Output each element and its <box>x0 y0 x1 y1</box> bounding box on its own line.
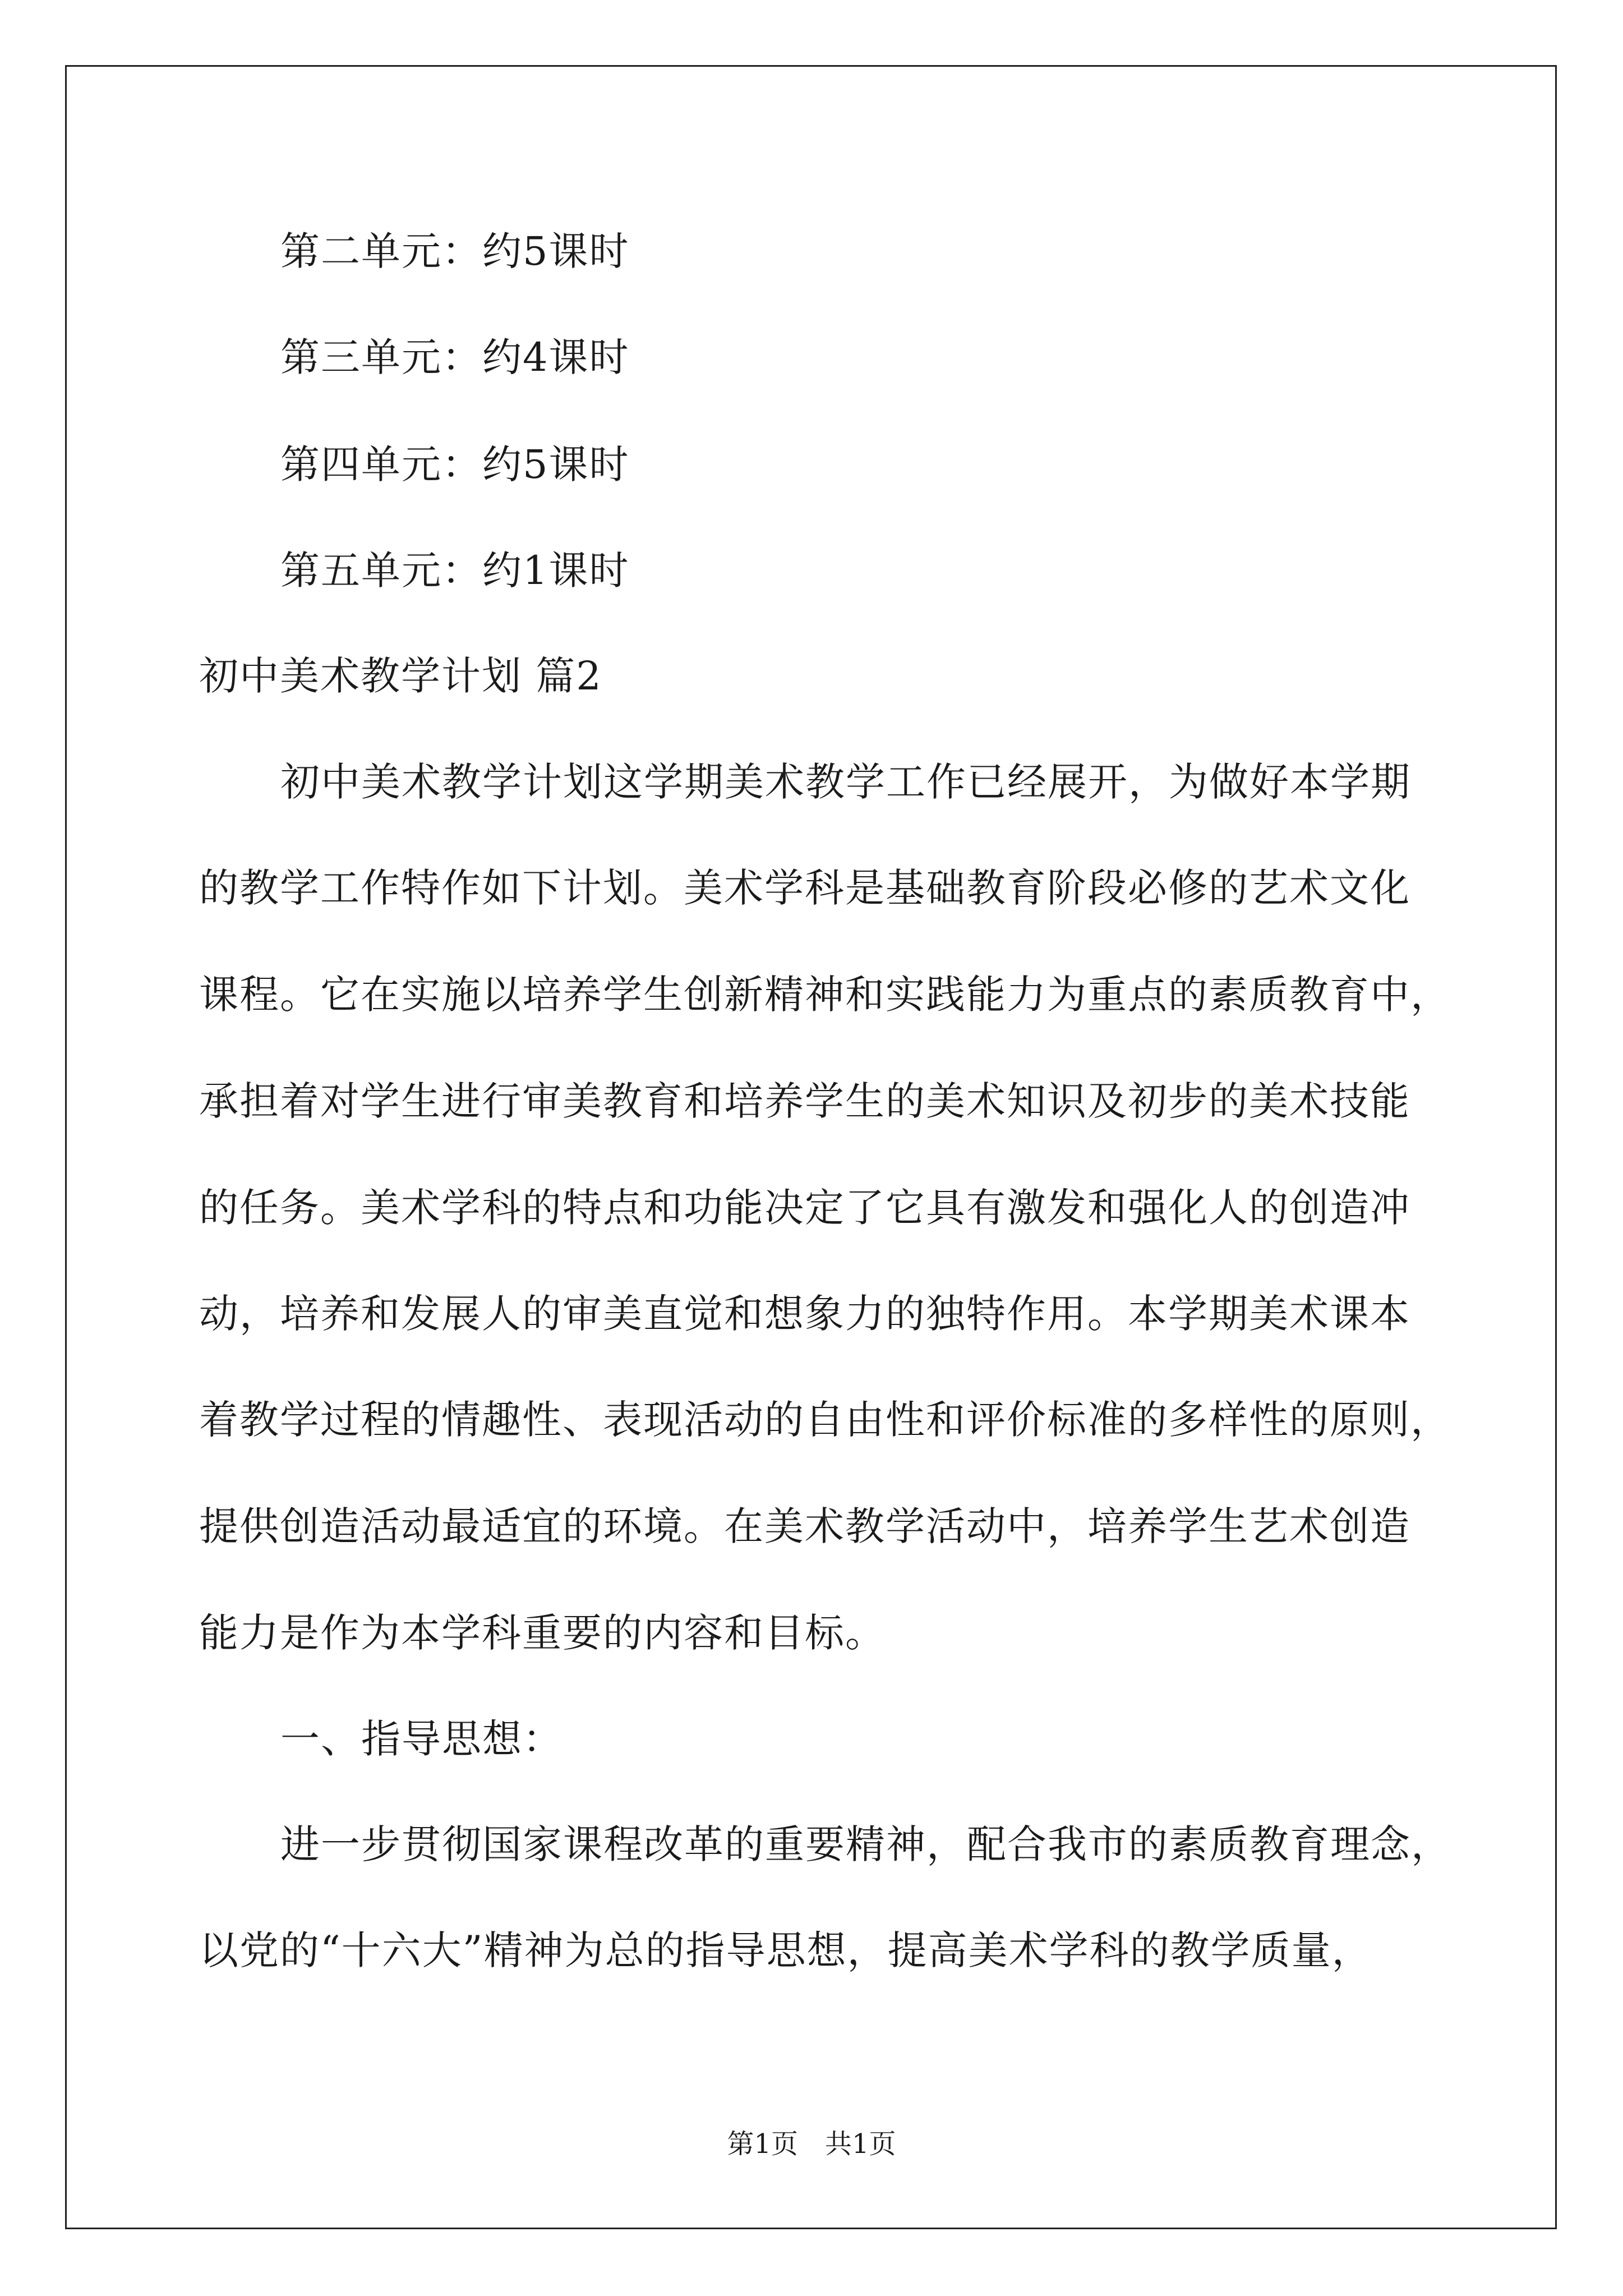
unit-line: 第四单元：约5课时 <box>280 441 630 487</box>
paragraph-line: 承担着对学生进行审美教育和培养学生的美术知识及初步的美术技能 <box>199 1078 1410 1124</box>
paragraph-line: 初中美术教学计划这学期美术教学工作已经展开，为做好本学期 <box>280 759 1411 805</box>
section-heading: 初中美术教学计划 篇2 <box>199 653 602 699</box>
paragraph-line: 着教学过程的情趣性、表现活动的自由性和评价标准的多样性的原则， <box>199 1397 1451 1443</box>
paragraph-line: 以党的“十六大”精神为总的指导思想，提高美术学科的教学质量， <box>199 1927 1372 1973</box>
paragraph-line: 的教学工作特作如下计划。美术学科是基础教育阶段必修的艺术文化 <box>199 865 1410 911</box>
paragraph-line: 能力是作为本学科重要的内容和目标。 <box>199 1610 886 1656</box>
paragraph-line: 的任务。美术学科的特点和功能决定了它具有激发和强化人的创造冲 <box>199 1185 1410 1231</box>
paragraph-line: 提供创造活动最适宜的环境。在美术教学活动中，培养学生艺术创造 <box>199 1503 1410 1549</box>
unit-line: 第五单元：约1课时 <box>280 547 630 593</box>
unit-line: 第三单元：约4课时 <box>280 334 630 380</box>
unit-line: 第二单元：约5课时 <box>280 228 630 274</box>
paragraph-line: 进一步贯彻国家课程改革的重要精神，配合我市的素质教育理念， <box>280 1821 1451 1867</box>
page-number-footer: 第1页 共1页 <box>727 2128 896 2160</box>
paragraph-line: 课程。它在实施以培养学生创新精神和实践能力为重点的素质教育中， <box>199 972 1451 1018</box>
paragraph-line: 动，培养和发展人的审美直觉和想象力的独特作用。本学期美术课本 <box>199 1291 1410 1337</box>
subheading: 一、指导思想： <box>280 1716 563 1762</box>
page-border <box>65 65 1557 2229</box>
